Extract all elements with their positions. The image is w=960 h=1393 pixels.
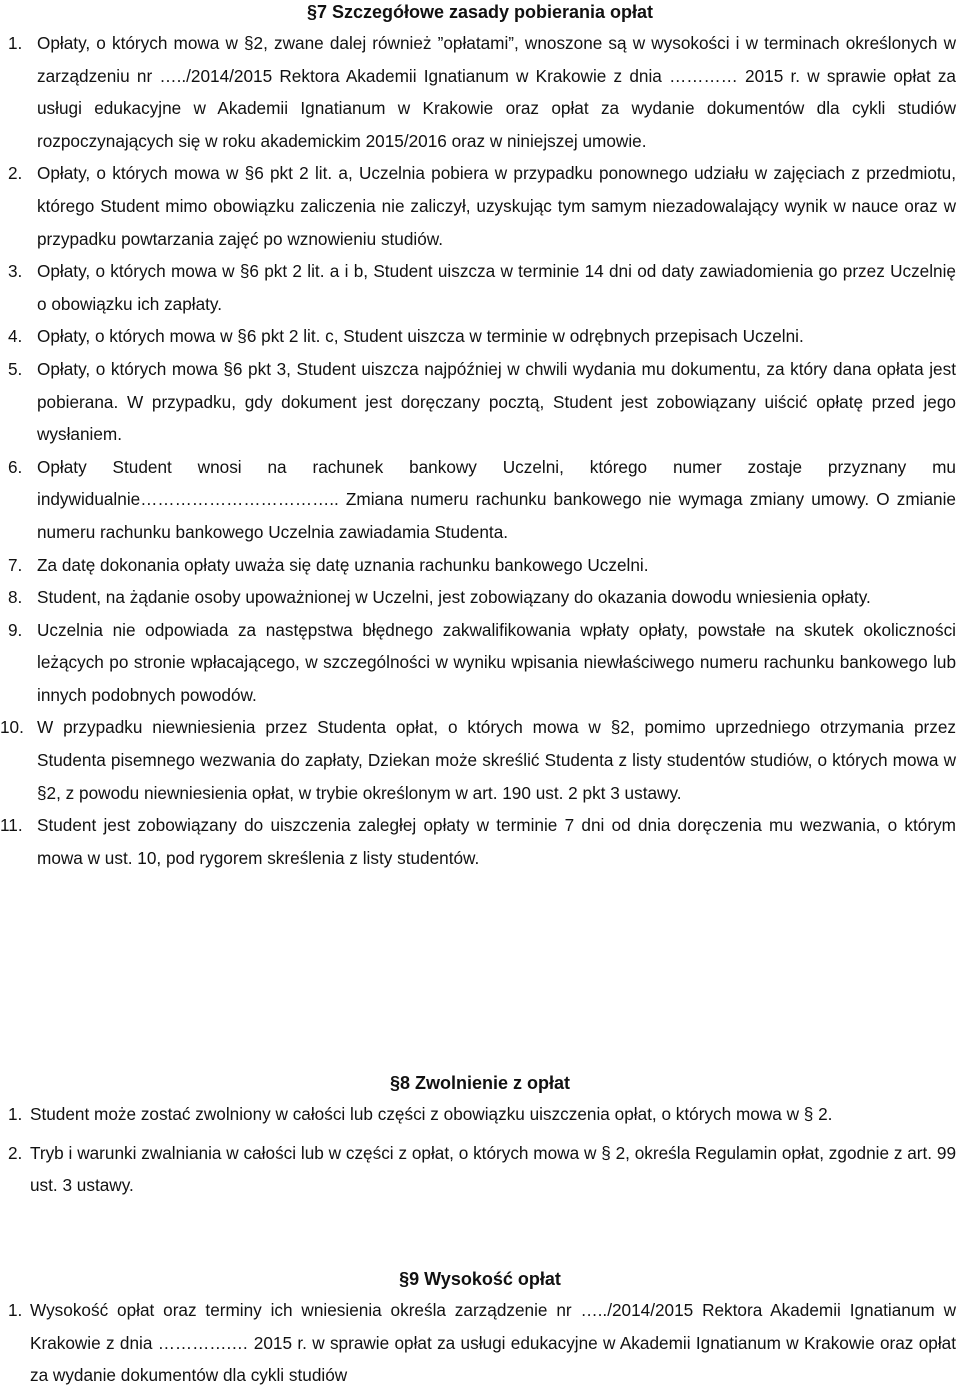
item-text: W przypadku niewniesienia przez Studenta opłat, o których mowa w §2, pomimo uprzedniego otrzymania przez Studenta pisemnego wezwania do zapłaty, Dziekan może skreślić Studenta z listy studentów studiów, o których mowa w §2, z powodu niewniesienia opłat, w trybie określonym w art. 190 ust. 2 pkt 3 ustawy. bbox=[37, 717, 956, 803]
item-number: 1. bbox=[8, 1300, 23, 1320]
item-number: 9. bbox=[8, 619, 23, 640]
list-item bbox=[0, 255, 960, 320]
item-text: Opłaty, o których mowa §6 pkt 3, Student uiszcza najpóźniej w chwili wydania mu dokumentu, za który dana opłata jest pobierana. W przypadku, gdy dokument jest doręczany pocztą, Student jest zobowiązany uiścić opłatę przed jego wysłaniem. bbox=[37, 358, 956, 445]
section-8-list bbox=[0, 1098, 960, 1202]
item-number: 10. bbox=[0, 717, 24, 738]
item-text: Za datę dokonania opłaty uważa się datę uznania rachunku bankowego Uczelni. bbox=[37, 554, 649, 575]
item-number: 4. bbox=[8, 326, 23, 347]
item-text: Wysokość opłat oraz terminy ich wniesienia określa zarządzenie nr …../2014/2015 Rektora Akademii Ignatianum w Krakowie z dnia ………….… 2015 r. w sprawie opłat za usługi edukacyjne w Akademii Ignatianum w Krakowie oraz opłat za wydanie dokumentów dla cykli studiów bbox=[30, 1300, 956, 1386]
item-number: 5. bbox=[8, 358, 23, 379]
list-item bbox=[0, 1098, 960, 1131]
item-text: Opłaty, o których mowa w §6 pkt 2 lit. a, Uczelnia pobiera w przypadku ponownego udziału w zajęciach z przedmiotu, którego Student mimo obowiązku zaliczenia nie zaliczył, uzyskując tym samym niezadowalający wynik w nauce oraz w przypadku powtarzania zajęć po wznowieniu studiów. bbox=[37, 163, 956, 249]
section-8 bbox=[0, 1071, 960, 1202]
list-item bbox=[0, 614, 960, 712]
item-number: 1. bbox=[8, 33, 23, 53]
item-text: Opłaty, o których mowa w §6 pkt 2 lit. a i b, Student uiszcza w terminie 14 dni od daty zawiadomienia go przez Uczelnię o obowiązku ich zapłaty. bbox=[37, 261, 956, 314]
list-item bbox=[0, 320, 960, 353]
section-9-list bbox=[0, 1294, 960, 1392]
list-item bbox=[0, 809, 960, 874]
item-text: Opłaty, o których mowa w §6 pkt 2 lit. c, Student uiszcza w terminie w odrębnych przepisach Uczelni. bbox=[37, 326, 804, 347]
list-item bbox=[0, 451, 960, 549]
item-number: 1. bbox=[8, 1104, 23, 1124]
section-7-list bbox=[0, 27, 960, 874]
item-number: 2. bbox=[8, 163, 23, 184]
section-9 bbox=[0, 1267, 960, 1392]
item-text: Student może zostać zwolniony w całości lub części z obowiązku uiszczenia opłat, o których mowa w § 2. bbox=[30, 1104, 833, 1124]
list-item bbox=[0, 581, 960, 614]
list-item bbox=[0, 157, 960, 255]
list-item bbox=[0, 1294, 960, 1392]
list-item bbox=[0, 353, 960, 451]
item-text: Student jest zobowiązany do uiszczenia zaległej opłaty w terminie 7 dni od dnia doręczenia mu wezwania, o którym mowa w ust. 10, pod rygorem skreślenia z listy studentów. bbox=[37, 815, 956, 868]
item-text: Opłaty, o których mowa w §2, zwane dalej również ”opłatami”, wnoszone są w wysokości i w terminach określonych w zarządzeniu nr …../2014/2015 Rektora Akademii Ignatianum w Krakowie z dnia ………… 2015 r. w sprawie opłat za usługi edukacyjne w Akademii Ignatianum w Krakowie oraz opłat za wydanie dokumentów dla cykli studiów rozpoczynających się w roku akademickim 2015/2016 oraz w niniejszej umowie. bbox=[37, 33, 956, 151]
list-item bbox=[0, 711, 960, 809]
item-text: Opłaty Student wnosi na rachunek bankowy Uczelni, którego numer zostaje przyznany mu indywidualnie…………………………….. Zmiana numeru rachunku bankowego nie wymaga zmiany umowy. O zmianie numeru rachunku bankowego Uczelnia zawiadamia Studenta. bbox=[37, 456, 956, 542]
item-number: 8. bbox=[8, 587, 23, 608]
section-7-heading: §7 Szczegółowe zasady pobierania opłat bbox=[306, 2, 654, 22]
item-text: Student, na żądanie osoby upoważnionej w Uczelni, jest zobowiązany do okazania dowodu wniesienia opłaty. bbox=[37, 587, 871, 608]
item-text: Uczelnia nie odpowiada za następstwa błędnego zakwalifikowania wpłaty opłaty, powstałe na skutek okoliczności leżących po stronie wpłacającego, w szczególności w wyniku wpisania niewłaściwego numeru rachunku bankowego lub innych podobnych powodów. bbox=[37, 619, 956, 705]
item-number: 3. bbox=[8, 261, 23, 282]
item-number: 11. bbox=[0, 815, 23, 836]
list-item bbox=[0, 1137, 960, 1202]
item-text: Tryb i warunki zwalniania w całości lub w części z opłat, o których mowa w § 2, określa Regulamin opłat, zgodnie z art. 99 ust. 3 ustawy. bbox=[30, 1142, 956, 1196]
section-9-heading: §9 Wysokość opłat bbox=[399, 1269, 561, 1289]
list-item bbox=[0, 549, 960, 582]
item-number: 7. bbox=[8, 554, 23, 575]
item-number: 6. bbox=[8, 456, 23, 477]
list-item bbox=[0, 27, 960, 157]
section-8-heading: §8 Zwolnienie z opłat bbox=[389, 1073, 571, 1093]
item-number: 2. bbox=[8, 1142, 23, 1163]
